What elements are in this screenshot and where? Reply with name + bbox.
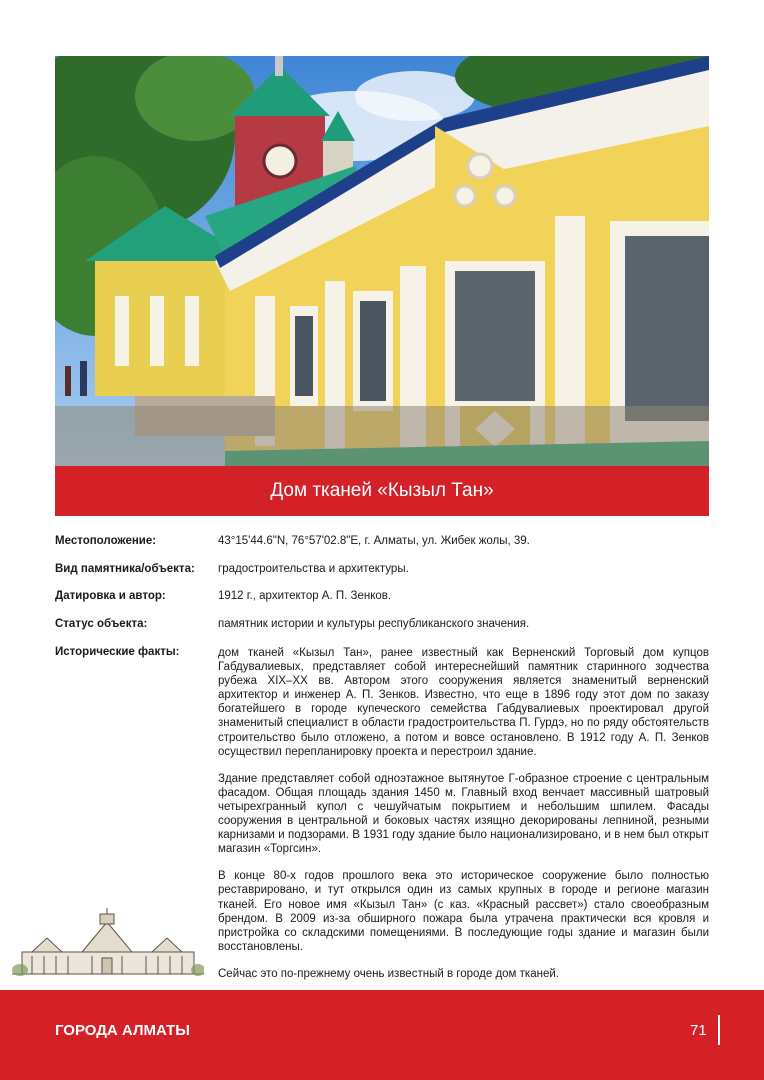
dating-value: 1912 г., архитектор А. П. Зенков. bbox=[218, 590, 392, 602]
monument-type-value: градостроительства и архитектуры. bbox=[218, 563, 409, 575]
facts-paragraph: дом тканей «Кызыл Тан», ранее известный как Верненский Торговый дом купцов Габдувалиевых, представляет собой интереснейший памятник старинного зодчества рубежа XIX–XX вв. Автором этого сооружения является знаменитый верненский архитектор и инженер А. П. Зенков. Известно, что еще в 1896 году этот дом по заказу богатейшего в городе купеческого семейства Габдувалиевых проектировал другой знаменитый специалист в области градостроительства П. Гурдэ, но по ряду обстоятельств строительство было отложено, а потом и вовсе остановлено. В 1912 году А. П. Зенков осуществил перепланировку проекта и перестроил здание. bbox=[218, 647, 709, 758]
historical-facts-label: Исторические факты: bbox=[55, 646, 180, 658]
page-title-band bbox=[55, 466, 709, 516]
building-photo bbox=[55, 56, 709, 466]
status-value: памятник истории и культуры республиканского значения. bbox=[218, 618, 530, 630]
footer-title: ГОРОДА АЛМАТЫ bbox=[55, 1022, 190, 1039]
location-value: 43°15'44.6"N, 76°57'02.8"E, г. Алматы, ул. Жибек жолы, 39. bbox=[218, 535, 530, 547]
facts-paragraph: В конце 80-х годов прошлого века это историческое сооружение было полностью реставрировано, и тут открылся один из самых крупных в городе и регионе магазин тканей. Его новое имя «Кызыл Тан» (с каз. «Красный рассвет») стало своеобразным брендом. В 2009 из-за обширного пожара была утрачена практически вся кровля и пристройка со складскими помещениями. В последующие годы здание и магазин были восстановлены. bbox=[218, 870, 709, 953]
building-sketch bbox=[12, 908, 204, 984]
location-label: Местоположение: bbox=[55, 535, 157, 547]
facts-paragraph: Сейчас это по-прежнему очень известный в городе дом тканей. bbox=[218, 967, 559, 980]
page-number-divider bbox=[718, 1015, 720, 1045]
historical-facts-text bbox=[218, 646, 709, 994]
status-label: Статус объекта: bbox=[55, 618, 148, 630]
page-number: 71 bbox=[690, 1022, 707, 1039]
facts-paragraph: Здание представляет собой одноэтажное вытянутое Г-образное строение с центральным фасадом. Общая площадь здания 1450 м. Главный вход венчает массивный шатровый четырехгранный купол с чешуйчатым покрытием и небольшим шпилем. Фасады сооружения в центральной и боковых частях изящно декорированы лепниной, резными карнизами и подзорами. В 1931 году здание было национализировано, и в нем был открыт магазин «Торгсин». bbox=[218, 772, 709, 856]
dating-label: Датировка и автор: bbox=[55, 590, 166, 602]
page-title: Дом тканей «Кызыл Тан» bbox=[270, 480, 494, 501]
monument-type-label: Вид памятника/объекта: bbox=[55, 563, 195, 575]
